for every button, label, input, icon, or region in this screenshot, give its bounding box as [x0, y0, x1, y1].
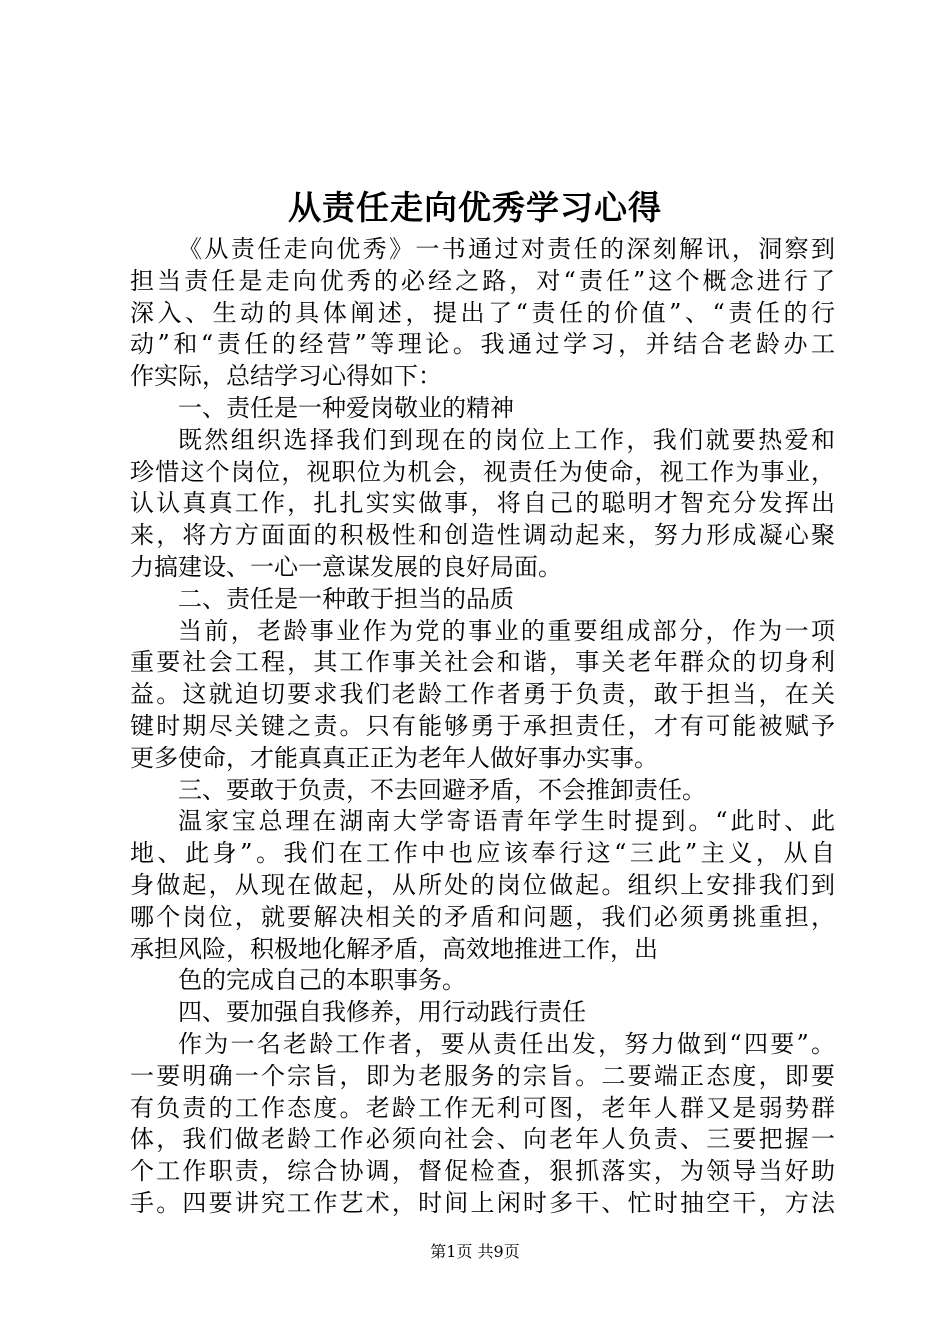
text-line: 更多使命，才能真真正正为老年人做好事办实事。 — [130, 743, 658, 772]
text-line: 作为一名老龄工作者，要从责任出发，努力做到“四要”。 — [178, 1029, 835, 1058]
text-line: 键时期尽关键之责。只有能够勇于承担责任，才有可能被赋予 — [130, 711, 835, 740]
text-line: 身做起，从现在做起，从所处的岗位做起。组织上安排我们到 — [130, 870, 835, 899]
section-heading: 四、要加强自我修养，用行动践行责任 — [178, 998, 586, 1027]
text-line: 哪个岗位，就要解决相关的矛盾和问题，我们必须勇挑重担， — [130, 902, 835, 931]
text-line: 作实际，总结学习心得如下： — [130, 362, 442, 391]
document-title: 从责任走向优秀学习心得 — [288, 188, 662, 227]
text-line: 既然组织选择我们到现在的岗位上工作，我们就要热爱和 — [178, 425, 835, 454]
page-footer: 第1页 共9页 — [430, 1242, 520, 1261]
text-line: 有负责的工作态度。老龄工作无利可图，老年人群又是弱势群 — [130, 1093, 835, 1122]
text-line: 《从责任走向优秀》一书通过对责任的深刻解讯，洞察到 — [178, 235, 835, 263]
text-line: 认认真真工作，扎扎实实做事，将自己的聪明才智充分发挥出 — [130, 489, 835, 518]
section-heading: 一、责任是一种爱岗敬业的精神 — [178, 393, 514, 422]
text-line: 当前，老龄事业作为党的事业的重要组成部分，作为一项 — [178, 616, 835, 645]
text-line: 一要明确一个宗旨，即为老服务的宗旨。二要端正态度，即要 — [130, 1061, 835, 1090]
text-line: 动”和“责任的经营”等理论。我通过学习，并结合老龄办工 — [130, 330, 835, 359]
document-body — [130, 234, 835, 1220]
text-line: 珍惜这个岗位，视职位为机会，视责任为使命，视工作为事业， — [130, 457, 835, 486]
text-line: 担当责任是走向优秀的必经之路，对“责任”这个概念进行了 — [130, 266, 835, 295]
text-line: 个工作职责，综合协调，督促检查，狠抓落实，为领导当好助 — [130, 1157, 835, 1186]
text-line: 地、此身”。我们在工作中也应该奉行这“三此”主义，从自 — [130, 839, 835, 868]
text-line: 深入、生动的具体阐述，提出了“责任的价值”、“责任的行 — [130, 298, 835, 327]
text-line: 温家宝总理在湖南大学寄语青年学生时提到。“此时、此 — [178, 807, 835, 836]
section-heading: 三、要敢于负责，不去回避矛盾，不会推卸责任。 — [178, 775, 706, 804]
text-line: 重要社会工程，其工作事关社会和谐，事关老年群众的切身利 — [130, 648, 835, 677]
text-line: 益。这就迫切要求我们老龄工作者勇于负责，敢于担当，在关 — [130, 680, 835, 709]
text-line: 来，将方方面面的积极性和创造性调动起来，努力形成凝心聚 — [130, 521, 835, 550]
text-line: 色的完成自己的本职事务。 — [178, 966, 466, 995]
text-line: 力搞建设、一心一意谋发展的良好局面。 — [130, 552, 562, 581]
section-heading: 二、责任是一种敢于担当的品质 — [178, 584, 514, 613]
text-line: 手。四要讲究工作艺术，时间上闲时多干、忙时抽空干，方法 — [130, 1188, 835, 1217]
text-line: 承担风险，积极地化解矛盾，高效地推进工作，出 — [130, 934, 658, 963]
text-line: 体，我们做老龄工作必须向社会、向老年人负责、三要把握一 — [130, 1125, 835, 1154]
